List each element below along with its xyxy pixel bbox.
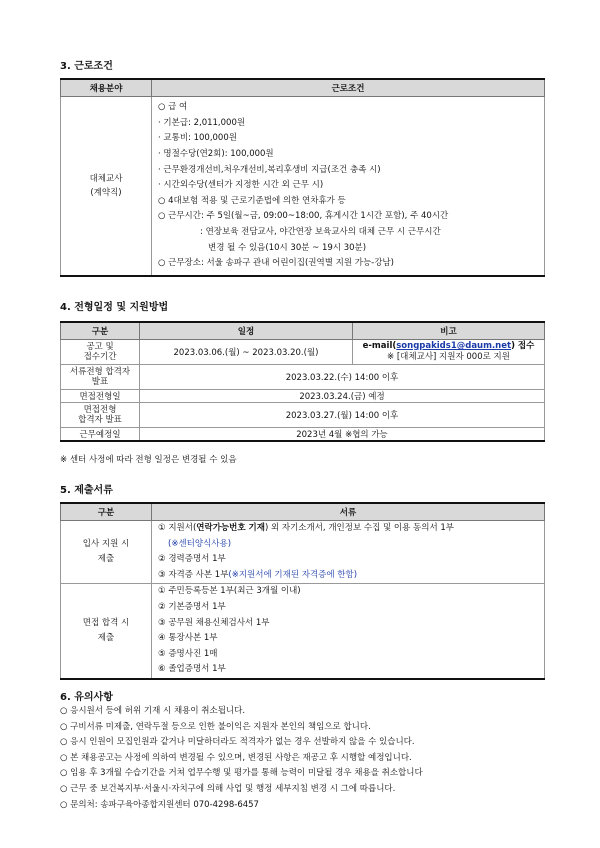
list-item: ○ 응시 인원이 모집인원과 같거나 미달하더라도 적격자가 없는 경우 선발하지 않을 수 있습니다. [60,737,415,748]
list-item: ○ 구비서류 미제출, 연락두절 등으로 인한 불이익은 지원자 본인의 책임으로 합니다. [60,721,371,732]
list-item: ○ 임용 후 3개월 수습기간을 거쳐 업무수행 및 평가를 통해 능력이 미달될 경우 채용을 취소합니다 [60,768,423,779]
job-type: (계약직) [90,188,122,198]
start-date: 2023년 4월 ※협의 가능 [140,428,545,442]
col-header-remarks: 비고 [353,322,545,340]
list-item: ○ 근무 중 보건복지부·서울시·자치구에 의해 사업 및 행정 세부지침 변경 시 그에 따릅니다. [60,783,396,794]
table-row [61,584,545,679]
applicant-naming-note: ※ [대체교사] 지원자 000로 지원 [387,352,510,362]
work-hours: ○ 근무시간: 주 5일(월~금, 09:00~18:00, 휴게시간 1시간 포함), 주 40시간 [158,211,449,222]
row-label: 면접전형일 [61,390,140,403]
section6-title: 6. 유의사항 [60,692,113,703]
pay-heading: ○ 급 여 [158,102,188,113]
interview-result-date: 2023.03.27.(월) 14:00 이후 [140,403,545,428]
col-header-documents: 서류 [152,503,545,521]
section5-title: 5. 제출서류 [60,485,113,496]
list-item: ○ 응시원서 등에 허위 기재 시 채용이 취소됩니다. [60,706,246,716]
row-label: 면접전형 [83,405,117,415]
col-header-category: 구분 [61,322,140,340]
section4-title: 4. 전형일정 및 지원방법 [60,302,169,313]
list-item: ① 주민등록등본 1부(최근 3개월 이내) [158,586,301,597]
email-link[interactable]: songpakids1@daum.net [396,341,512,351]
list-item: ④ 통장사본 1부 [158,633,218,644]
row-label: 서류전형 합격자 [69,367,131,377]
schedule-table [60,321,545,442]
row-label: 공고 및 [86,342,114,352]
col-header-field: 채용분야 [61,79,152,97]
group-label: 제출 [97,554,115,565]
table-row [61,521,545,584]
job-field: 대체교사 [89,174,123,184]
group-label: 입사 지원 시 [82,539,130,550]
table-row [61,428,545,442]
work-hours-note-2: 변경 될 수 있음(10시 30분 ~ 19시 30분) [208,242,367,253]
welfare-allowance: · 근무환경개선비,처우개선비,복리후생비 지급(조건 충족 시) [158,164,381,175]
application-period: 2023.03.06.(월) ~ 2023.03.20.(월) [140,340,353,365]
row-label: 발표 [91,377,109,387]
col-header-schedule: 일정 [140,322,353,340]
list-item: ③ 공무원 채용신체검사서 1부 [158,617,270,628]
row-label: 근무예정일 [61,428,140,442]
schedule-footnote: ※ 센터 사정에 따라 전형 일정은 변경될 수 있음 [60,455,237,465]
insurance-note: ○ 4대보험 적용 및 근로기준법에 의한 연차휴가 등 [158,195,346,206]
base-salary: · 기본급: 2,011,000원 [158,117,246,128]
work-conditions-table [60,78,545,277]
form-note: (※센터양식사용) [168,538,232,549]
work-location: ○ 근무장소: 서울 송파구 관내 어린이집(권역별 지원 가능-강남) [158,258,394,269]
holiday-allowance: · 명절수당(연2회): 100,000원 [158,149,274,160]
col-header-category: 구분 [61,503,152,521]
contact-info: ○ 문의처: 송파구육아종합지원센터 070-4298-6457 [60,799,259,810]
list-item: ② 경력증명서 1부 [158,554,226,565]
conditions-cell [152,97,545,277]
document-result-date: 2023.03.22.(수) 14:00 이후 [140,365,545,390]
list-item: ⑤ 증명사진 1매 [158,648,218,659]
work-hours-note-1: : 연장보육 전담교사, 야간연장 보육교사의 대체 근무 시 근무시간 [200,226,441,237]
table-row [61,390,545,403]
list-item: ○ 본 채용공고는 사정에 의하여 변경될 수 있으며, 변경된 사항은 재공고 후 시행할 예정입니다. [60,752,412,763]
list-item: ③ 자격증 사본 1부(※지원서에 기재된 자격증에 한함) [158,569,358,580]
section3-title: 3. 근로조건 [60,61,113,72]
transport-allowance: · 교통비: 100,000원 [158,133,237,144]
group-label: 제출 [97,633,115,644]
row-label: 합격자 발표 [78,415,122,425]
table-row [61,340,545,365]
documents-table [60,502,545,680]
list-item: ① 지원서(연락가능번호 기재) 외 자기소개서, 개인정보 수집 및 이용 동의서 1부 [158,523,454,533]
col-header-conditions: 근로조건 [152,79,545,97]
list-item: ⑥ 졸업증명서 1부 [158,664,226,675]
row-label: 접수기간 [83,352,117,362]
table-row [61,365,545,390]
overtime-allowance: · 시간외수당(센터가 지정한 시간 외 근무 시) [158,180,324,191]
email-line: e-mail(songpakids1@daum.net) 접수 [362,341,535,351]
interview-date: 2023.03.24.(금) 예정 [140,390,545,403]
list-item: ② 기본증명서 1부 [158,601,226,612]
notice-list [60,704,423,813]
job-field-cell [61,97,152,277]
table-row [61,403,545,428]
group-label: 면접 합격 시 [82,618,130,629]
